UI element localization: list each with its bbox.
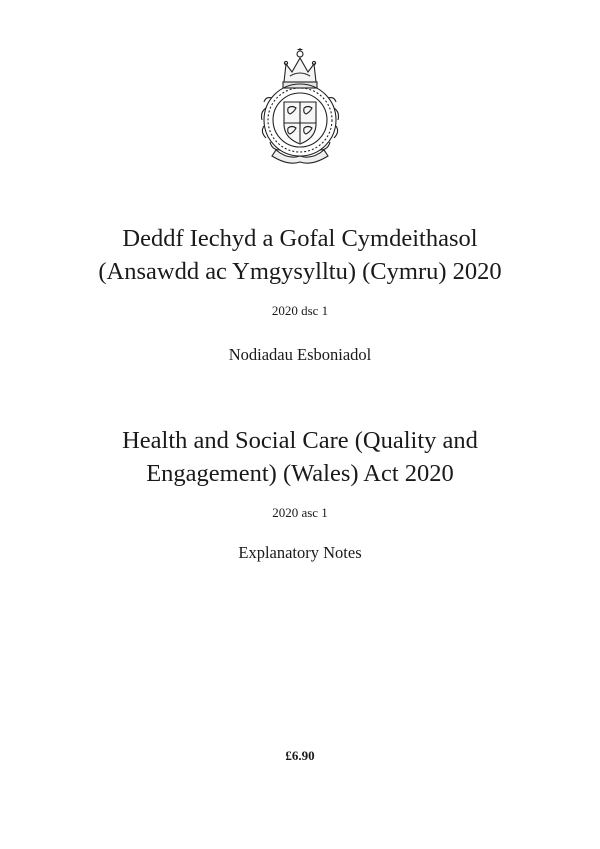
english-notes-label: Explanatory Notes [238, 543, 362, 562]
welsh-notes-label: Nodiadau Esboniadol [228, 345, 372, 364]
english-title-line-1: Health and Social Care (Quality and [122, 427, 478, 454]
welsh-act-reference: 2020 dsc 1 [271, 303, 329, 318]
price: £6.90 [285, 748, 315, 763]
welsh-title [0, 222, 600, 288]
english-title-line-2: Engagement) (Wales) Act 2020 [146, 460, 454, 487]
welsh-title-line-2: (Ansawdd ac Ymgysylltu) (Cymru) 2020 [98, 258, 502, 285]
welsh-title-line-1: Deddf Iechyd a Gofal Cymdeithasol [122, 225, 478, 252]
english-title [0, 424, 600, 490]
english-act-reference: 2020 asc 1 [272, 505, 328, 520]
royal-badge-of-wales-icon [250, 42, 350, 164]
